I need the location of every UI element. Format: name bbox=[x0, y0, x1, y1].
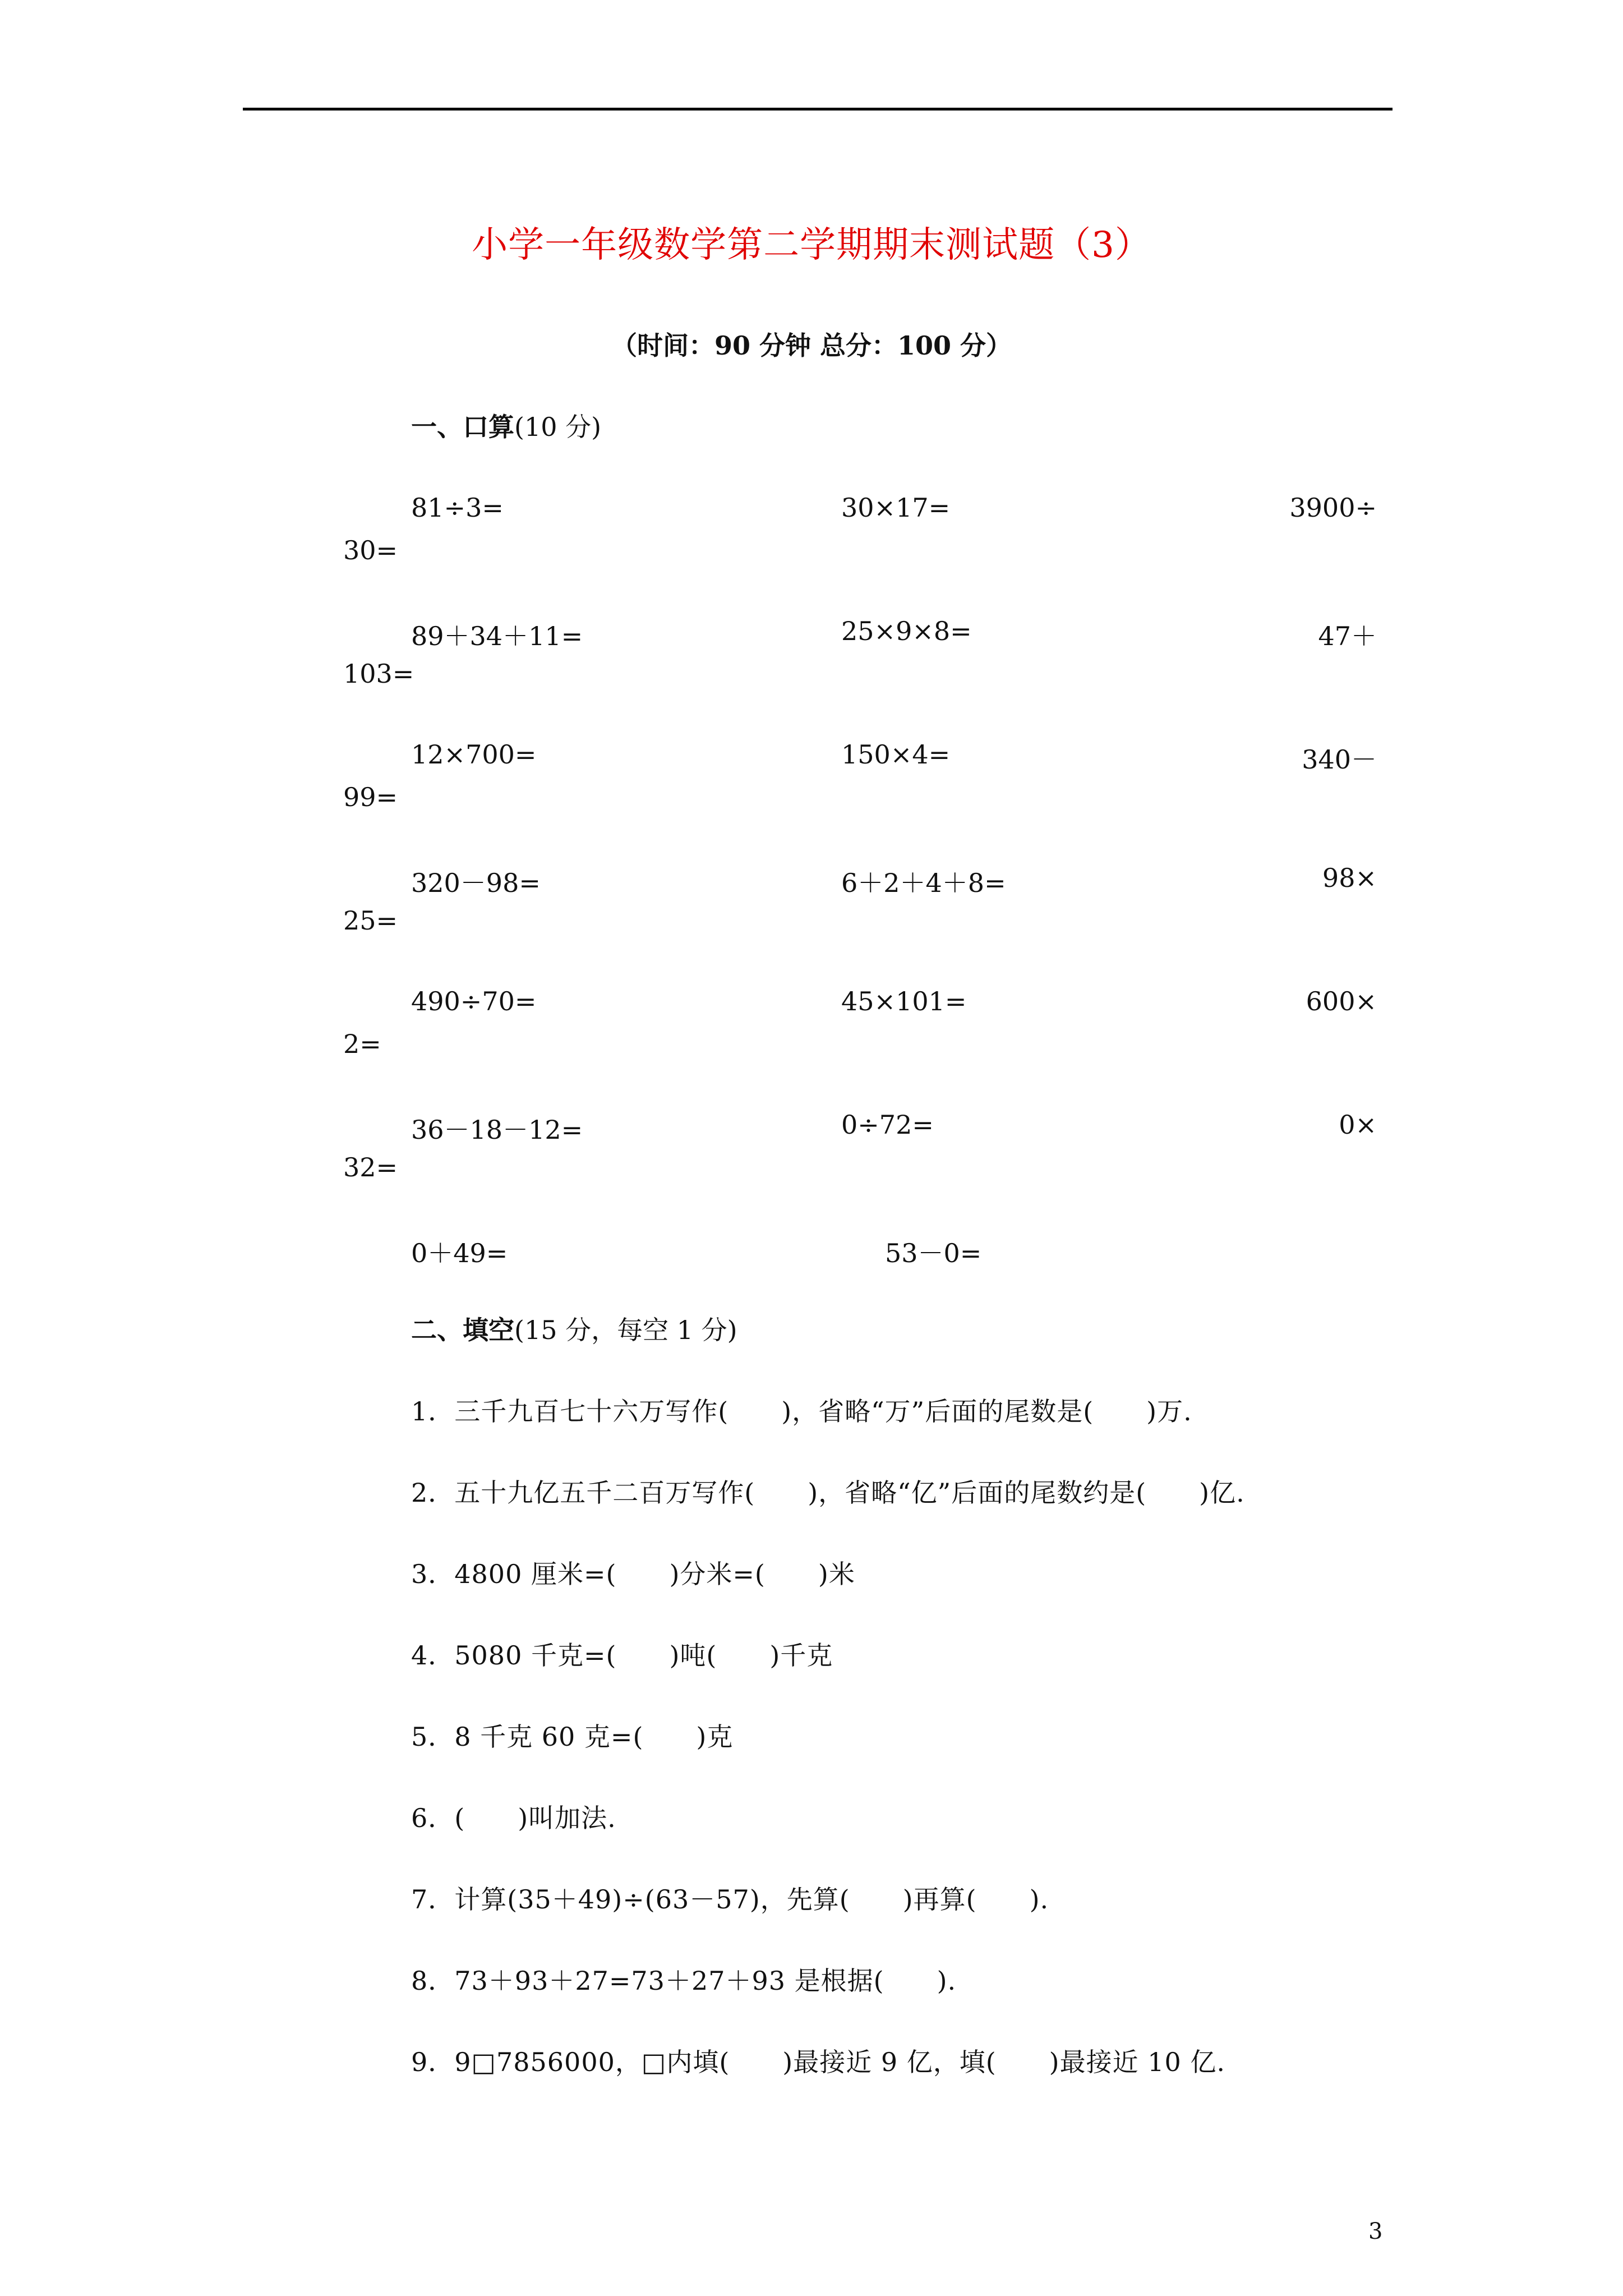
oral-expr: 490÷70= bbox=[411, 986, 537, 1016]
section-2-note: (15 分，每空 1 分) bbox=[514, 1315, 737, 1345]
section-2-heading bbox=[411, 1310, 737, 1347]
page-number: 3 bbox=[1368, 2219, 1383, 2244]
exam-info: （时间：90 分钟 总分：100 分） bbox=[611, 330, 1012, 361]
oral-expr-wrap: 32= bbox=[343, 1152, 398, 1182]
oral-expr: 53－0= bbox=[885, 1238, 982, 1268]
oral-expr: 81÷3= bbox=[411, 493, 504, 523]
section-1-note: (10 分) bbox=[514, 412, 602, 442]
fill-item: 9．9□7856000，□内填( )最接近 9 亿，填( )最接近 10 亿. bbox=[411, 2047, 1226, 2077]
oral-expr: 600× bbox=[1306, 986, 1377, 1016]
fill-item: 6．( )叫加法. bbox=[411, 1803, 616, 1833]
oral-expr-wrap: 30= bbox=[343, 535, 398, 565]
fill-item: 7．计算(35＋49)÷(63－57)，先算( )再算( ). bbox=[411, 1884, 1049, 1915]
section-2-title: 二、填空 bbox=[411, 1315, 514, 1345]
oral-expr: 45×101= bbox=[841, 986, 967, 1016]
oral-expr: 30×17= bbox=[841, 493, 951, 523]
oral-expr: 47＋ bbox=[1318, 621, 1377, 651]
oral-expr: 340－ bbox=[1302, 744, 1377, 775]
page-title: 小学一年级数学第二学期期末测试题（3） bbox=[472, 224, 1151, 266]
oral-expr: 0÷72= bbox=[841, 1110, 934, 1140]
oral-expr: 98× bbox=[1322, 863, 1377, 893]
oral-expr-wrap: 99= bbox=[343, 782, 398, 812]
oral-expr: 89＋34＋11= bbox=[411, 621, 583, 651]
oral-expr: 6＋2＋4＋8= bbox=[841, 868, 1006, 898]
section-1-heading bbox=[411, 407, 601, 444]
oral-expr: 150×4= bbox=[841, 739, 951, 770]
oral-expr: 3900÷ bbox=[1289, 493, 1377, 523]
oral-expr: 320－98= bbox=[411, 868, 541, 898]
fill-item: 2．五十九亿五千二百万写作( )，省略“亿”后面的尾数约是( )亿. bbox=[411, 1478, 1245, 1508]
oral-expr-wrap: 2= bbox=[343, 1029, 381, 1059]
oral-expr: 0＋49= bbox=[411, 1238, 508, 1268]
oral-expr: 25×9×8= bbox=[841, 616, 972, 646]
fill-item: 4．5080 千克=( )吨( )千克 bbox=[411, 1640, 833, 1671]
fill-item: 1．三千九百七十六万写作( )，省略“万”后面的尾数是( )万. bbox=[411, 1396, 1192, 1427]
oral-expr-wrap: 103= bbox=[343, 659, 414, 689]
fill-item: 5．8 千克 60 克=( )克 bbox=[411, 1722, 734, 1752]
oral-expr-wrap: 25= bbox=[343, 905, 398, 936]
header-rule bbox=[243, 108, 1393, 111]
oral-expr: 36－18－12= bbox=[411, 1115, 583, 1145]
fill-item: 8．73＋93＋27=73＋27＋93 是根据( ). bbox=[411, 1966, 957, 1996]
oral-expr: 0× bbox=[1339, 1110, 1377, 1140]
section-1-title: 一、口算 bbox=[411, 412, 514, 442]
oral-expr: 12×700= bbox=[411, 739, 537, 770]
fill-item: 3．4800 厘米=( )分米=( )米 bbox=[411, 1559, 855, 1589]
